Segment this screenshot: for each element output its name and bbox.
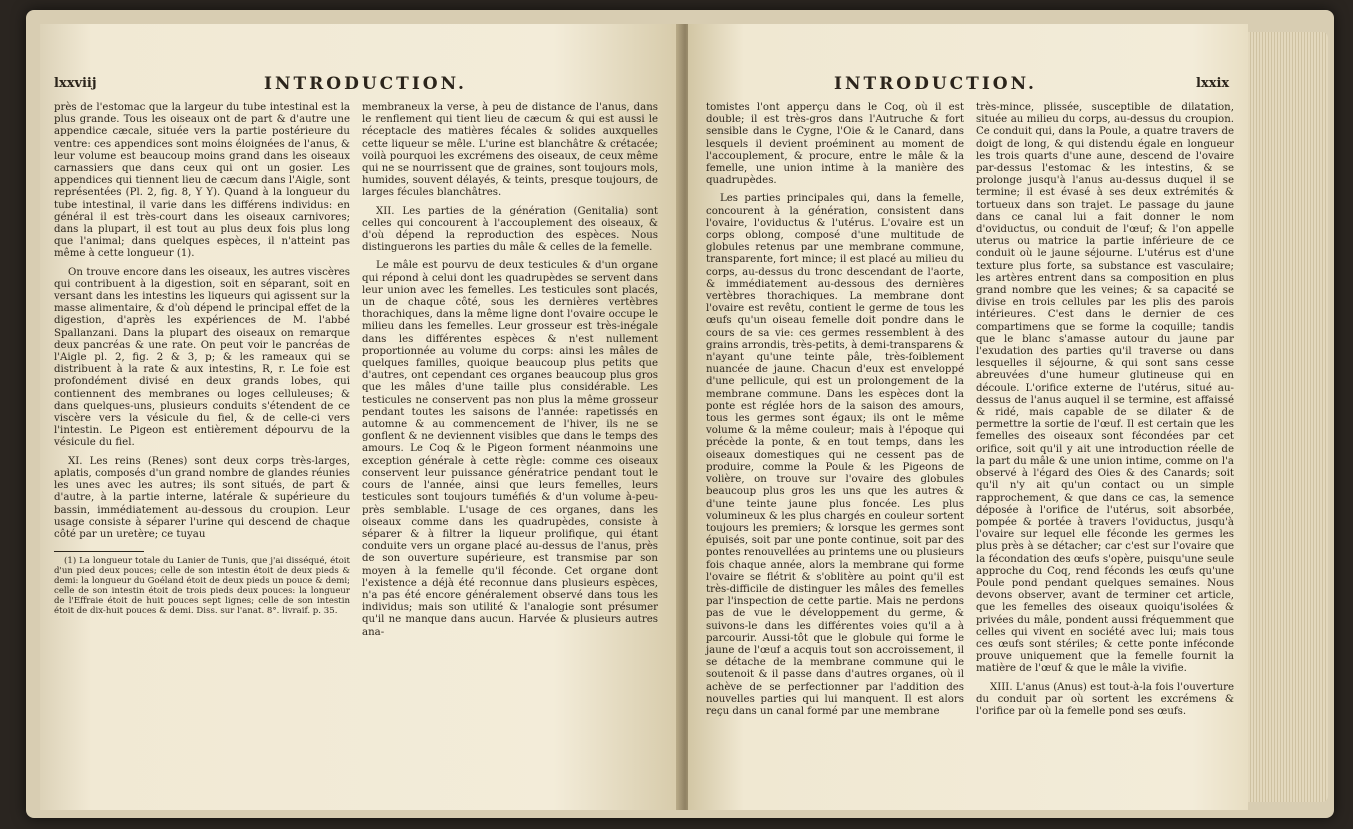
right-running-title: INTRODUCTION. (834, 74, 1037, 94)
footnote-rule (54, 551, 144, 552)
paragraph: tomistes l'ont apperçu dans le Coq, où il est double; il est très-gros dans l'Autruche & fort sensible dans le Cygne, l'Oie & le Canard, dans lesquels il devient proéminent au moment de l'accouplement, & procure, entre le mâle & la femelle, une union intime à la manière des quadrupèdes. (706, 102, 964, 187)
left-page (40, 24, 682, 810)
paragraph: très-mince, plissée, susceptible de dilatation, située au milieu du corps, au-dessus du croupion. Ce conduit qui, dans la Poule, a quatre travers de doigt de long, & qui distendu égale en longueur les trois quarts d'une aune, descend de l'ovaire par-dessus l'estomac & les intestins, & se prolonge jusqu'à l'anus au-dessus duquel il se termine; il est évasé à ses deux extrémités & tortueux dans son trajet. Le passage du jaune dans ce canal lui a fait donner le nom d'oviductus, ou conduit de l'œuf; & l'on appelle uterus ou matrice la partie inférieure de ce conduit où le jaune séjourne. L'utérus est d'une texture plus forte, sa substance est vasculaire; les artères entrent dans sa composition en plus grand nombre que les veines; & sa capacité se divise en trois cellules par les plis des parois intérieures. C'est dans le dernier de ces compartimens que se forme la coquille; tandis que le blanc s'amasse autour du jaune par l'exudation des parties qu'il traverse ou dans lesquelles il séjourne, & qui sont sans cesse abreuvées d'une humeur glutineuse qui en découle. L'orifice externe de l'utérus, situé au-dessus de l'anus auquel il se termine, est affaissé & ridé, mais capable de se dilater & de permettre la sortie de l'œuf. Il est certain que les femelles des oiseaux sont fécondées par cet orifice, soit qu'il y ait une introduction réelle de la part du mâle & une union intime, comme on l'a observé à l'égard des Oies & des Canards; soit qu'il n'y ait qu'un contact ou un simple rapprochement, & que dans ce cas, la semence déposée à l'orifice de l'utérus, soit absorbée, pompée & portée à travers l'oviductus, jusqu'à l'ovaire sur lequel elle féconde les germes les plus près à se détacher; car c'est sur l'ovaire que la fécondation des œufs s'opère, puisqu'une seule approche du Coq, rend féconds les œufs qu'une Poule pond pendant quelques semaines. Nous devons observer, avant de terminer cet article, que les femelles des oiseaux quoiqu'isolées & privées du mâle, pondent aussi fréquemment que celles qui vivent en société avec lui; mais tous ces œufs sont stériles; & cette ponte inféconde prouve uniquement que la femelle fournit la matière de l'œuf & que le mâle la vivifie. (976, 102, 1234, 675)
paragraph: XIII. L'anus (Anus) est tout-à-la fois l'ouverture du conduit par où sortent les excrémens & l'orifice par où la femelle pond ses œufs. (976, 681, 1234, 717)
right-page-number: lxxix (1196, 76, 1230, 91)
paragraph: près de l'estomac que la largeur du tube intestinal est la plus grande. Tous les oiseaux ont de part & d'autre une appendice cæcale, située vers la partie postérieure du ventre: ces appendices sont moins éloignées de l'anus, & leur volume est beaucoup moins grand dans les oiseaux carnassiers que dans ceux qui ont un gosier. Les appendices qui tiennent lieu de cæcum dans l'Aigle, sont représentées (Pl. 2, fig. 8, Y Y). Quand à la longueur du tube intestinal, il varie dans les différens individus: en général il est très-court dans les oiseaux carnivores; dans la plupart, il est tout au plus deux fois plus long que l'animal; dans quelques espèces, il n'atteint pas même à cette longueur (1). (54, 102, 350, 260)
left-page-number: lxxviij (54, 76, 97, 91)
paragraph: On trouve encore dans les oiseaux, les autres viscères qui contribuent à la digestion, soit en séparant, soit en versant dans les intestins les liqueurs qui agissent sur la masse alimentaire, & d'où dépend le principal effet de la digestion, d'après les expériences de M. l'abbé Spallanzani. Dans la plupart des oiseaux on remarque deux pancréas & une rate. On peut voir le pancréas de l'Aigle pl. 2, fig. 2 & 3, p; & les rameaux qui se distribuent à la rate & aux intestins, R, r. Le foie est profondément divisé en deux grands lobes, qui contiennent des membranes ou loges celluleuses; & dans quelques-uns, plusieurs conduits s'étendent de ce viscère vers la vésicule du fiel, & de celle-ci vers l'intestin. Le Pigeon est entièrement dépourvu de la vésicule du fiel. (54, 266, 350, 449)
paragraph: membraneux la verse, à peu de distance de l'anus, dans le renflement qui tient lieu de cæcum & qui est aussi le réceptacle des matières fécales & solides auxquelles cette liqueur se mêle. L'urine est blanchâtre & crétacée; voilà pourquoi les excrémens des oiseaux, de ceux même qui ne se nourrissent que de graines, sont toujours mols, humides, souvent délayés, & teints, presque toujours, de larges fécules blanchâtres. (362, 102, 658, 199)
footnote (54, 556, 350, 616)
paragraph: XI. Les reins (Renes) sont deux corps très-larges, aplatis, composés d'un grand nombre de glandes réunies les unes avec les autres; ils sont situés, de part & d'autre, à la partie interne, latérale & supérieure du bassin, immédiatement au-dessous du croupion. Leur usage consiste à séparer l'urine qui descend de chaque côté par un uretère; ce tuyau (54, 455, 350, 540)
footnote-text: (1) La longueur totale du Lanier de Tunis, que j'ai disséqué, étoit d'un pied deux pouces; celle de son intestin étoit de deux pieds & demi: la longueur du Goéland étoit de deux pieds un pouce & demi; celle de son intestin étoit de trois pieds deux pouces: la longueur de l'Effraie étoit de huit pouces sept lignes; celle de son intestin étoit de dix-huit pouces & demi. Diss. sur l'anat. 8°. livraif. p. 35. (54, 556, 350, 617)
right-page (688, 24, 1248, 810)
left-column-2 (362, 102, 658, 645)
page-edges (1248, 32, 1328, 802)
paragraph: Les parties principales qui, dans la femelle, concourent à la génération, consistent dans l'ovaire, l'oviductus & l'utérus. L'ovaire est un corps oblong, composé d'une multitude de globules retenus par une membrane commune, transparente, fort mince; il est placé au milieu du corps, au-dessus du tronc descendant de l'aorte, & immédiatement au-dessous des dernières vertèbres thorachiques. La membrane dont l'ovaire est revêtu, contient le germe de tous les œufs qu'un oiseau femelle doit pondre dans le cours de sa vie: ces germes ressemblent à des grains arrondis, très-petits, à demi-transparens & n'ayant qu'une teinte pâle, très-foiblement nuancée de jaune. Chacun d'eux est enveloppé d'une pellicule, qui est un prolongement de la membrane commune. Dans les espèces dont la ponte est réglée hors de la saison des amours, tous les germes sont égaux; ils ont le même volume & la même couleur; mais à l'époque qui précède la ponte, & en tout temps, dans les oiseaux domestiques qui ne cessent pas de produire, comme la Poule & les Pigeons de volière, on trouve sur l'ovaire des globules beaucoup plus gros les uns que les autres & d'une teinte jaune plus foncée. Les plus volumineux & les plus chargés en couleur sortent toujours les premiers; & lorsque les germes sont épuisés, soit par une ponte continue, soit par des pontes renouvellées au printems une ou plusieurs fois chaque année, alors la membrane qui forme l'ovaire se flétrit & s'oblitère au point qu'il est très-difficile de distinguer les mâles des femelles par l'inspection de cette partie. Mais ne perdons pas de vue le développement du germe, & suivons-le dans les différentes voies qu'il a à parcourir. Aussi-tôt que le globule qui forme le jaune de l'œuf a acquis tout son accroissement, il se détache de la membrane commune qui le soutenoit & il passe dans d'autres organes, où il achève de se perfectionner par l'addition des nouvelles parties qui lui manquent. Il est alors reçu dans un canal formé par une membrane (706, 193, 964, 717)
paragraph: XII. Les parties de la génération (Genitalia) sont celles qui concourent à l'accouplement des oiseaux, & d'où dépend la reproduction des espèces. Nous distinguerons les parties du mâle & celles de la femelle. (362, 205, 658, 254)
open-book (26, 10, 1334, 818)
right-column-1 (706, 102, 964, 724)
right-column-2 (976, 102, 1234, 724)
paragraph: Le mâle est pourvu de deux testicules & d'un organe qui répond à celui dont les quadrupèdes se servent dans leur union avec les femelles. Les testicules sont placés, un de chaque côté, sous les dernières vertèbres thorachiques, dans la même ligne dont l'ovaire occupe le milieu dans les femelles. Leur grosseur est très-inégale dans les différentes espèces & n'est nullement proportionnée au volume du corps: ainsi les mâles de quelques familles, quoique beaucoup plus petits que d'autres, ont cependant ces organes beaucoup plus gros que les mâles d'une taille plus considérable. Les testicules ne conservent pas non plus la même grosseur pendant toutes les saisons de l'année: rapetissés en automne & au commencement de l'hiver, ils ne se gonflent & ne deviennent visibles que dans le temps des amours. Le Coq & le Pigeon forment néanmoins une exception générale à cette règle: comme ces oiseaux conservent leur puissance génératrice pendant tout le cours de l'année, ainsi que leurs femelles, leurs testicules sont toujours tuméfiés & d'un volume à-peu-près semblable. L'usage de ces organes, dans les oiseaux comme dans les quadrupèdes, consiste à séparer & à filtrer la liqueur prolifique, qui étant conduite vers un organe placé au-dessus de l'anus, près de son ouverture supérieure, est transmise par son moyen à la femelle qu'il féconde. Cet organe dont l'existence a déjà été reconnue dans plusieurs espèces, n'a pas été encore généralement observé dans tous les individus; mais son utilité & l'analogie sont présumer qu'il ne manque dans aucun. Harvée & plusieurs autres ana- (362, 260, 658, 638)
left-column-1 (54, 102, 350, 616)
left-running-title: INTRODUCTION. (264, 74, 467, 94)
